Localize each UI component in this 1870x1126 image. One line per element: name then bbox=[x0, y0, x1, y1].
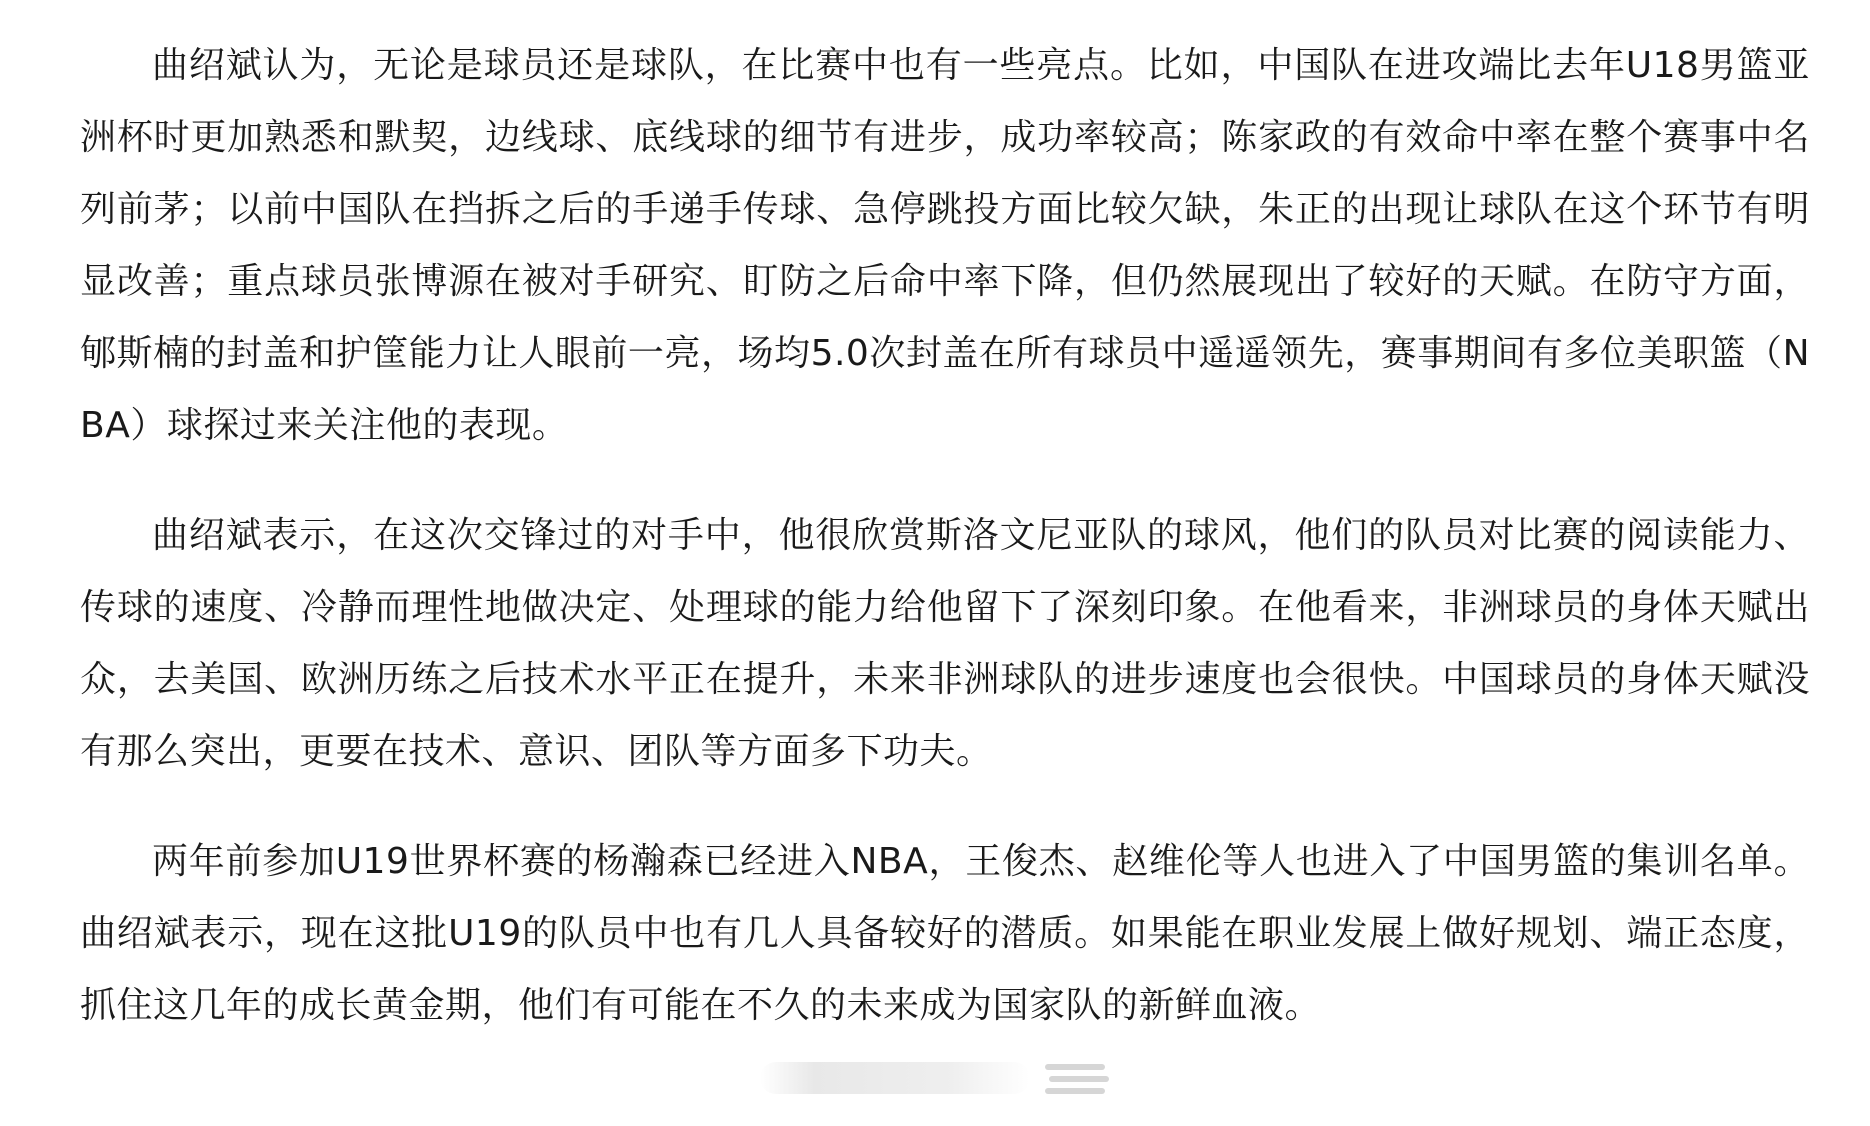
paragraph: 两年前参加U19世界杯赛的杨瀚森已经进入NBA，王俊杰、赵维伦等人也进入了中国男篮的集训名单。曲绍斌表示，现在这批U19的队员中也有几人具备较好的潜质。如果能在职业发展上做好规划、端正态度，抓住这几年的成长黄金期，他们有可能在不久的未来成为国家队的新鲜血液。 bbox=[80, 841, 1810, 1026]
article-body bbox=[80, 30, 1810, 1042]
paragraph: 曲绍斌表示，在这次交锋过的对手中，他很欣赏斯洛文尼亚队的球风，他们的队员对比赛的阅读能力、传球的速度、冷静而理性地做决定、处理球的能力给他留下了深刻印象。在他看来，非洲球员的身体天赋出众，去美国、欧洲历练之后技术水平正在提升，未来非洲球队的进步速度也会很快。中国球员的身体天赋没有那么突出，更要在技术、意识、团队等方面多下功夫。 bbox=[80, 515, 1810, 772]
paragraph: 曲绍斌认为，无论是球员还是球队，在比赛中也有一些亮点。比如，中国队在进攻端比去年U18男篮亚洲杯时更加熟悉和默契，边线球、底线球的细节有进步，成功率较高；陈家政的有效命中率在整个赛事中名列前茅；以前中国队在挡拆之后的手递手传球、急停跳投方面比较欠缺，朱正的出现让球队在这个环节有明显改善；重点球员张博源在被对手研究、盯防之后命中率下降，但仍然展现出了较好的天赋。在防守方面，郇斯楠的封盖和护筐能力让人眼前一亮，场均5.0次封盖在所有球员中遥遥领先，赛事期间有多位美职篮（NBA）球探过来关注他的表现。 bbox=[80, 45, 1810, 446]
watermark bbox=[760, 1052, 1120, 1104]
watermark-logo-icon bbox=[1045, 1058, 1111, 1098]
watermark-bar bbox=[760, 1062, 1030, 1094]
